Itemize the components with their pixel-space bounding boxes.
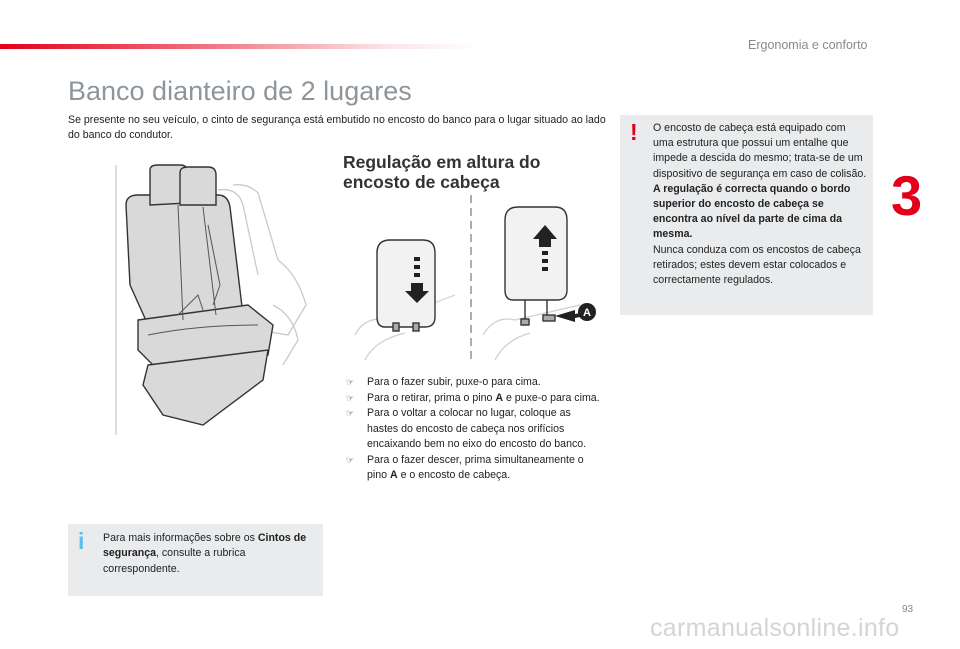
headrest-diagram <box>355 195 600 365</box>
headrest-steps <box>346 375 604 484</box>
pointer-bullet-icon: ☞ <box>346 392 355 403</box>
section-label: Ergonomia e conforto <box>748 38 868 52</box>
headrest-up <box>505 207 567 325</box>
watermark: carmanualsonline.info <box>650 614 900 642</box>
step-item: ☞ Para o voltar a colocar no lugar, coloque as hastes do encosto de cabeça nos orifícios encaixando bem no eixo do encosto do banco. <box>346 407 587 450</box>
seat-illustration <box>108 165 313 440</box>
pointer-bullet-icon: ☞ <box>346 377 355 387</box>
chapter-number: 3 <box>891 164 923 227</box>
header-color-bar <box>0 44 480 49</box>
warning-icon: ! <box>630 119 638 145</box>
intro-paragraph: Se presente no seu veículo, o cinto de segurança está embutido no encosto do banco para o lugar situado ao lado do banco do condutor. <box>68 114 606 141</box>
step-item: ☞ Para o fazer descer, prima simultaneamente o pino A e o encosto de cabeça. <box>346 453 584 481</box>
step-item: ☞ Para o fazer subir, puxe-o para cima. <box>346 375 604 391</box>
pin-a-label: A <box>583 307 591 319</box>
info-icon: i <box>78 528 85 554</box>
warning-text: O encosto de cabeça está equipado com uma estrutura que possui um entalhe que impede a descida do mesmo; trata-se de um dispositivo de segurança em caso de colisão. A regulação é correcta quando o bordo superior do encosto de cabeça se encontra ao nível da parte de cima da mesma. Nunca conduza com os encostos de cabeça retirados; estes devem estar colocados e correctamente regulados. <box>653 122 867 287</box>
info-text: Para mais informações sobre os Cintos de segurança, consulte a rubrica correspondente. <box>103 532 307 575</box>
headrest-heading: Regulação em altura do encosto de cabeça <box>343 152 541 192</box>
page-title: Banco dianteiro de 2 lugares <box>68 76 412 106</box>
pointer-bullet-icon: ☞ <box>346 408 355 418</box>
pointer-bullet-icon: ☞ <box>346 454 355 465</box>
page-number: 93 <box>902 604 914 615</box>
headrest-down <box>377 240 435 331</box>
step-item: ☞ Para o retirar, prima o pino A e puxe-o para cima. <box>346 391 604 407</box>
